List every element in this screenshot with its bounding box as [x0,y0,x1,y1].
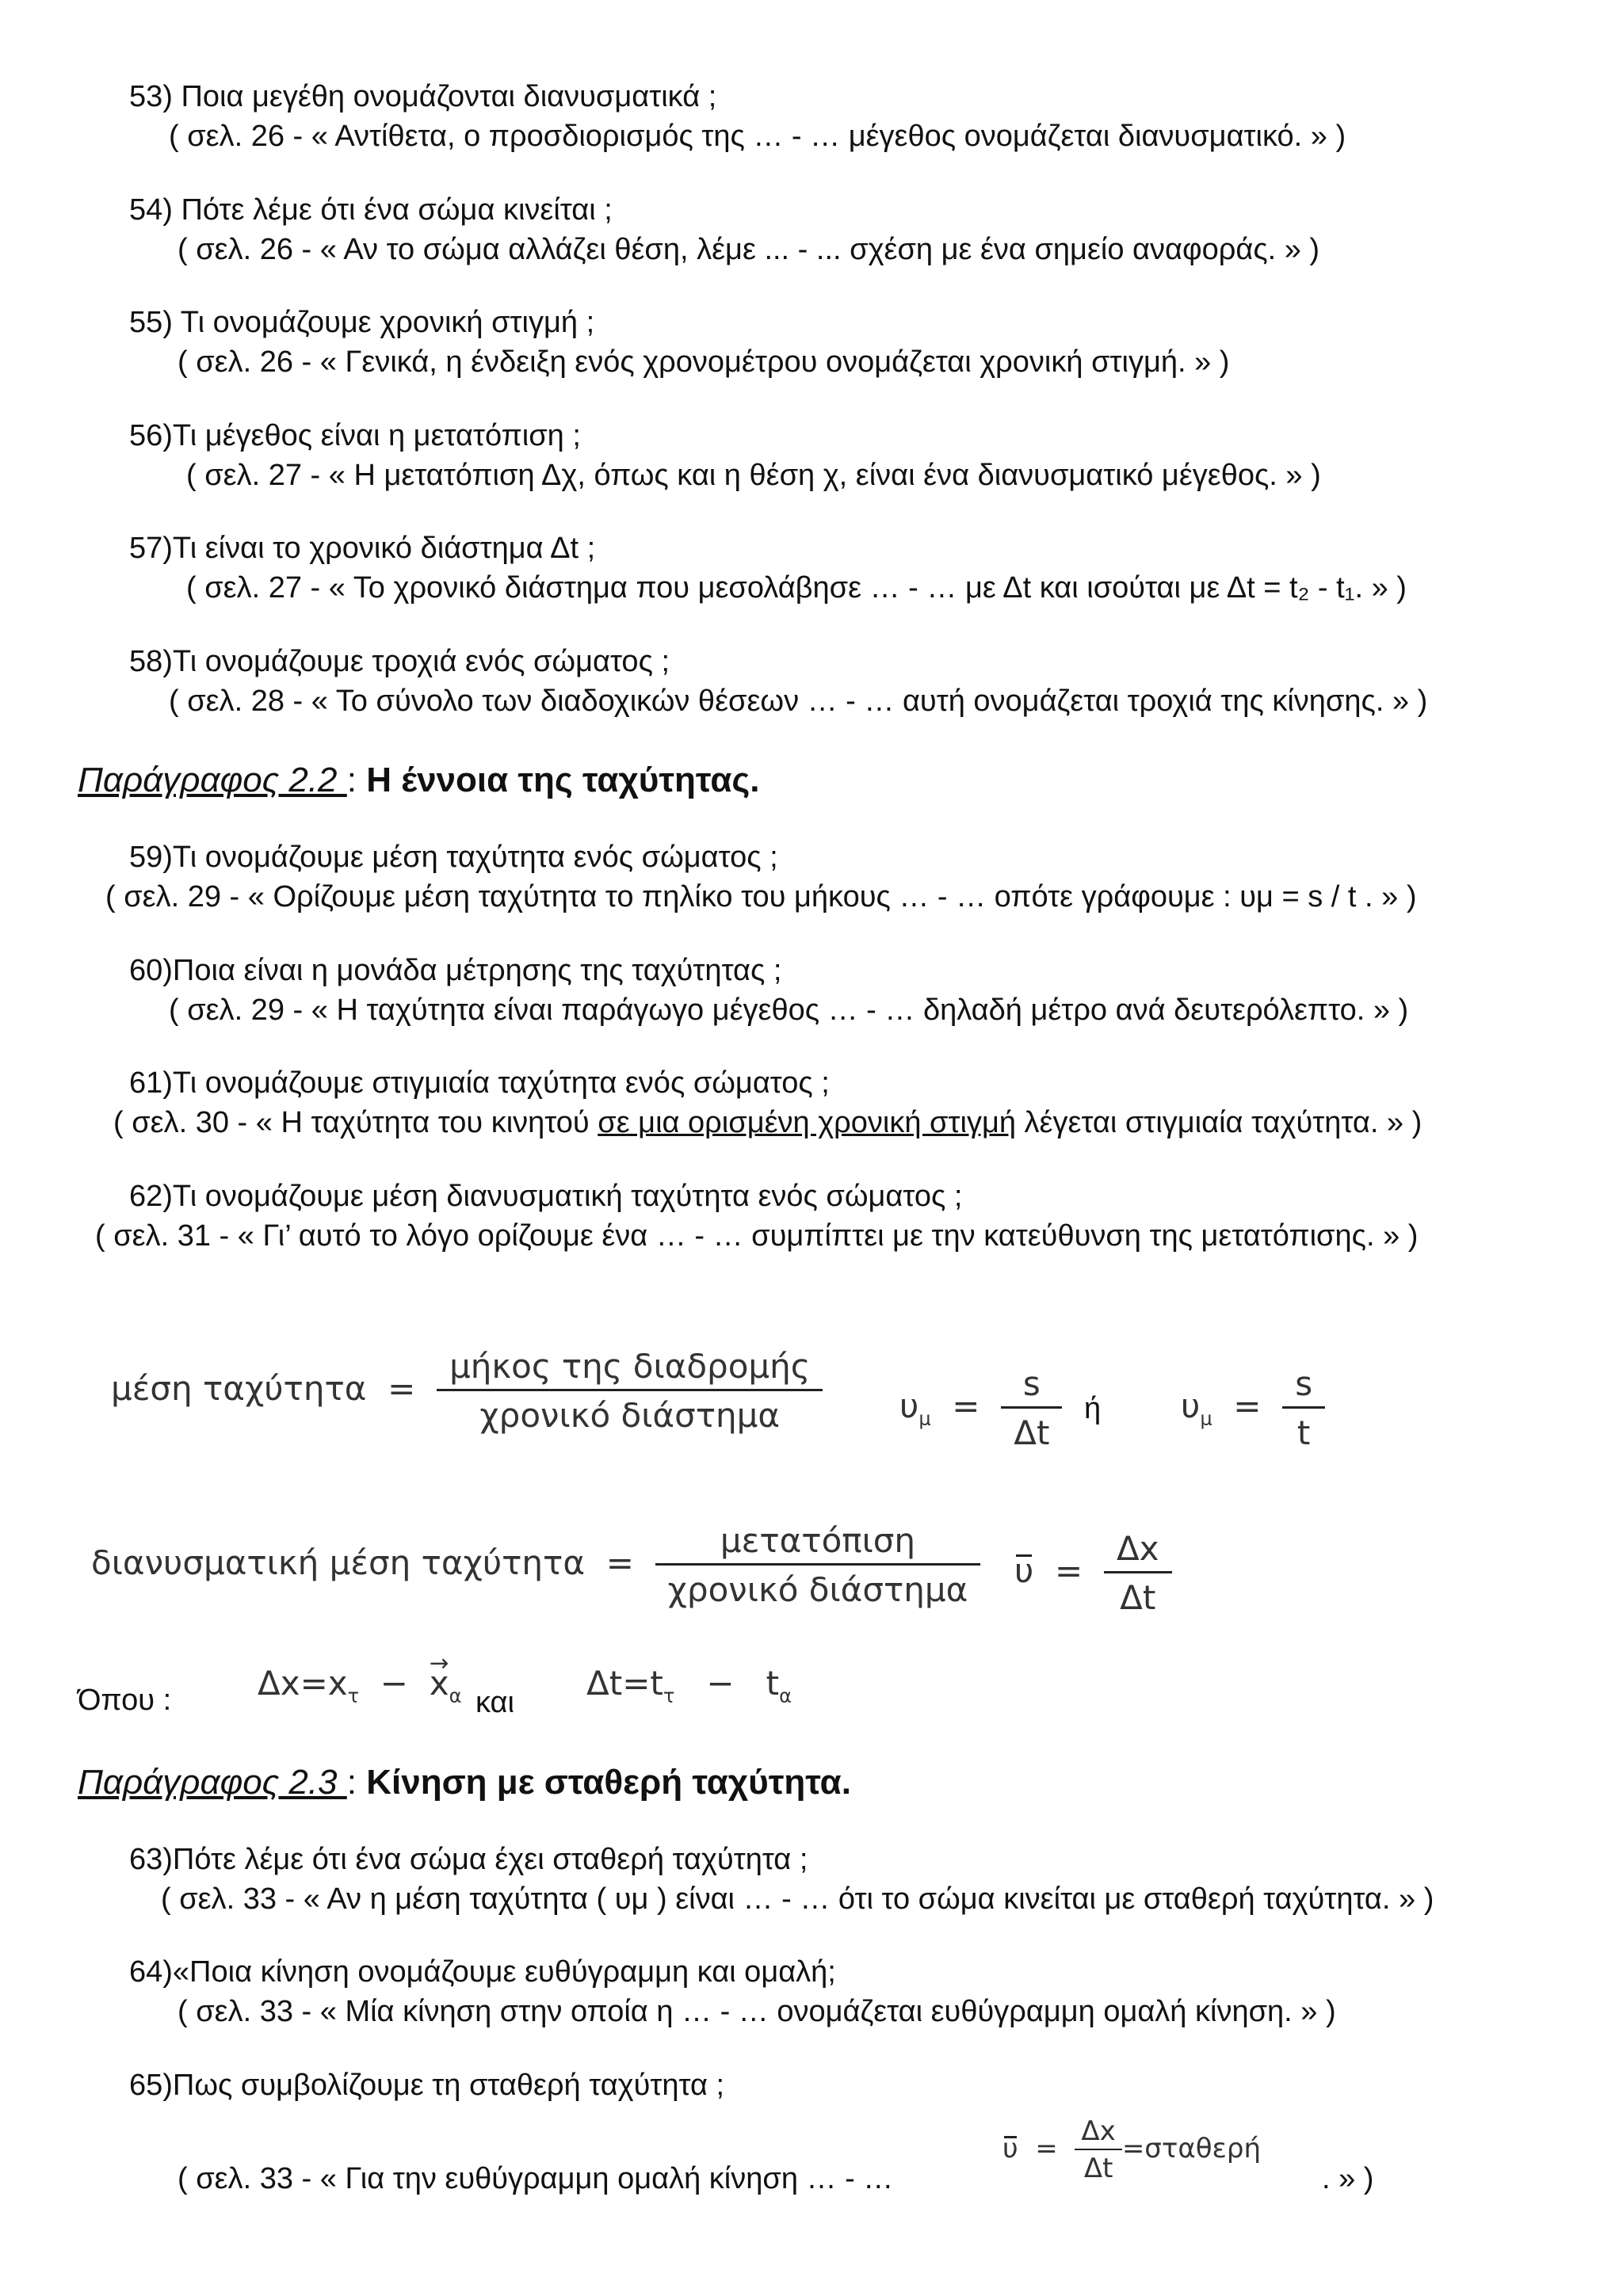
formula-vector-mean-velocity [91,1521,980,1609]
equals-sign: = [1026,2133,1067,2164]
formula-label: μέση ταχύτητα [111,1369,367,1408]
question-text: 60)Ποια είναι η μονάδα μέτρησης της ταχύτητας ; [129,954,782,987]
formula-v-mu-s-dt [899,1364,1062,1452]
mu-subscript: μ [1200,1407,1212,1430]
formula-label: διανυσματική μέση ταχύτητα [91,1543,586,1582]
section-title: Κίνηση με σταθερή ταχύτητα. [366,1763,851,1802]
answer-reference [113,1105,1422,1140]
answer-reference: ( σελ. 33 - « Αν η μέση ταχύτητα ( υμ ) είναι … - … ότι το σώμα κινείται με σταθερή ταχύτητα. » ) [161,1882,1434,1916]
numerator: s [1022,1364,1041,1403]
question-text: 56)Τι μέγεθος είναι η μετατόπιση ; [129,419,581,452]
denominator: t [1282,1406,1325,1452]
section-number: Παράγραφος 2.2 [78,761,347,799]
equals-sign: = [595,1543,645,1582]
or-word [1084,1392,1101,1426]
v-bar-symbol: υ [1014,1551,1034,1590]
fraction [437,1347,823,1435]
formula-v-bar-dx-dt [1014,1529,1172,1617]
answer-reference: ( σελ. 27 - « Η μετατόπιση Δχ, όπως και η θέση χ, είναι ένα διανυσματικό μέγεθος. » ) [186,459,1321,492]
numerator: Δx [1116,1529,1159,1568]
section-colon: : [346,1763,367,1802]
question-text: 63)Πότε λέμε ότι ένα σώμα έχει σταθερή ταχύτητα ; [129,1843,808,1876]
question-text: 57)Τι είναι το χρονικό διάστημα Δt ; [129,532,596,565]
where-text: Όπου : [78,1684,172,1717]
answer-reference: ( σελ. 26 - « Αντίθετα, ο προσδιορισμός της … - … μέγεθος ονομάζεται διανυσματικό. » ) [169,120,1346,153]
answer-reference: ( σελ. 33 - « Για την ευθύγραμμη ομαλή κίνηση … - … [178,2162,894,2195]
denominator: χρονικό διάστημα [437,1389,823,1435]
tau-subscript: τ [347,1684,360,1707]
denominator: Δt [1075,2149,1121,2184]
x-vector: → x [430,1664,449,1703]
question-text: 53) Ποια μεγέθη ονομάζονται διανυσματικά ; [129,80,717,113]
answer-end: . » ) [1322,2162,1374,2195]
fraction [1075,2115,1121,2184]
section-title: Η έννοια της ταχύτητας. [366,761,760,799]
fraction [655,1521,981,1609]
answer-reference: ( σελ. 31 - « Γι’ αυτό το λόγο ορίζουμε ένα … - … συμπίπτει με την κατεύθυνση της μετατόπισης. » ) [95,1219,1419,1253]
formula-dt-definition [586,1664,792,1707]
section-heading-2-3 [78,1763,851,1802]
answer-reference: ( σελ. 26 - « Αν το σώμα αλλάζει θέση, λέμε ... - ... σχέση με ένα σημείο αναφοράς. » ) [178,233,1320,266]
formula-constant-velocity [1002,2115,1261,2184]
dx-def: Δx=x [258,1664,348,1703]
section-colon: : [346,761,367,799]
v-symbol: υ [1181,1386,1201,1425]
fraction [1282,1364,1325,1452]
answer-text-post: λέγεται στιγμιαία ταχύτητα. » ) [1016,1106,1423,1139]
denominator: χρονικό διάστημα [655,1563,981,1609]
where-label [78,1684,171,1718]
fraction [1001,1364,1062,1452]
and-text: και [475,1686,514,1719]
v-symbol: υ [899,1386,919,1425]
question-text: 65)Πως συμβολίζουμε τη σταθερή ταχύτητα ; [129,2069,725,2102]
question-text: 62)Τι ονομάζουμε μέση διανυσματική ταχύτητα ενός σώματος ; [129,1180,963,1213]
question-text: 54) Πότε λέμε ότι ένα σώμα κινείται ; [129,193,613,227]
mu-subscript: μ [918,1407,931,1430]
answer-reference: ( σελ. 28 - « Το σύνολο των διαδοχικών θέσεων … - … αυτή ονομάζεται τροχιά της κίνησης. » ) [169,685,1428,718]
minus-sign: − [369,1664,419,1703]
and-word [475,1686,514,1720]
equals-sign: = [376,1369,426,1408]
question-text: 61)Τι ονομάζουμε στιγμιαία ταχύτητα ενός σώματος ; [129,1066,830,1100]
answer-reference: ( σελ. 26 - « Γενικά, η ένδειξη ενός χρονομέτρου ονομάζεται χρονική στιγμή. » ) [178,345,1230,379]
or-text: ή [1084,1392,1102,1425]
formula-mean-speed [111,1347,823,1435]
equals-sign: = [941,1386,991,1425]
fraction [1104,1529,1172,1617]
answer-reference: ( σελ. 27 - « Το χρονικό διάστημα που μεσολάβησε … - … με Δt και ισούται με Δt = t₂ - t₁. » ) [186,571,1407,605]
answer-reference: ( σελ. 29 - « Η ταχύτητα είναι παράγωγο μέγεθος … - … δηλαδή μέτρο ανά δευτερόλεπτο. » ) [169,994,1409,1027]
answer-reference: ( σελ. 29 - « Ορίζουμε μέση ταχύτητα το πηλίκο του μήκους … - … οπότε γράφουμε : υμ = s / t . » ) [105,880,1417,913]
tau-subscript: τ [663,1684,675,1707]
question-text: 64)«Ποια κίνηση ονομάζουμε ευθύγραμμη και ομαλή; [129,1955,836,1989]
section-heading-2-2 [78,761,760,800]
question-text: 58)Τι ονομάζουμε τροχιά ενός σώματος ; [129,645,670,678]
v-bar-symbol: υ [1002,2133,1018,2164]
formula-v-mu-s-t [1181,1364,1325,1452]
question-text: 59)Τι ονομάζουμε μέση ταχύτητα ενός σώματος ; [129,841,778,874]
denominator: Δt [1104,1571,1172,1617]
section-number: Παράγραφος 2.3 [78,1763,347,1802]
t-symbol: t [766,1664,780,1703]
numerator: μήκος της διαδρομής [449,1347,811,1386]
question-text: 55) Τι ονομάζουμε χρονική στιγμή ; [129,306,595,339]
constant-text: =σταθερή [1121,2133,1262,2164]
answer-text-pre: ( σελ. 30 - « Η ταχύτητα του κινητού [113,1106,598,1139]
dt-def: Δt=t [586,1664,663,1703]
minus-sign: − [685,1664,756,1703]
numerator: s [1295,1364,1313,1403]
numerator: μετατόπιση [720,1521,916,1560]
equals-sign: = [1222,1386,1272,1425]
answer-underlined-phrase: σε μια ορισμένη χρονική στιγμή [598,1106,1016,1139]
formula-dx-definition [258,1664,461,1707]
equals-sign: = [1044,1551,1094,1590]
denominator: Δt [1001,1406,1062,1452]
alpha-subscript: α [779,1684,792,1707]
numerator: Δx [1081,2115,1116,2147]
answer-reference: ( σελ. 33 - « Μία κίνηση στην οποία η … - … ονομάζεται ευθύγραμμη ομαλή κίνηση. » ) [178,1995,1336,2028]
alpha-subscript: α [449,1684,462,1707]
